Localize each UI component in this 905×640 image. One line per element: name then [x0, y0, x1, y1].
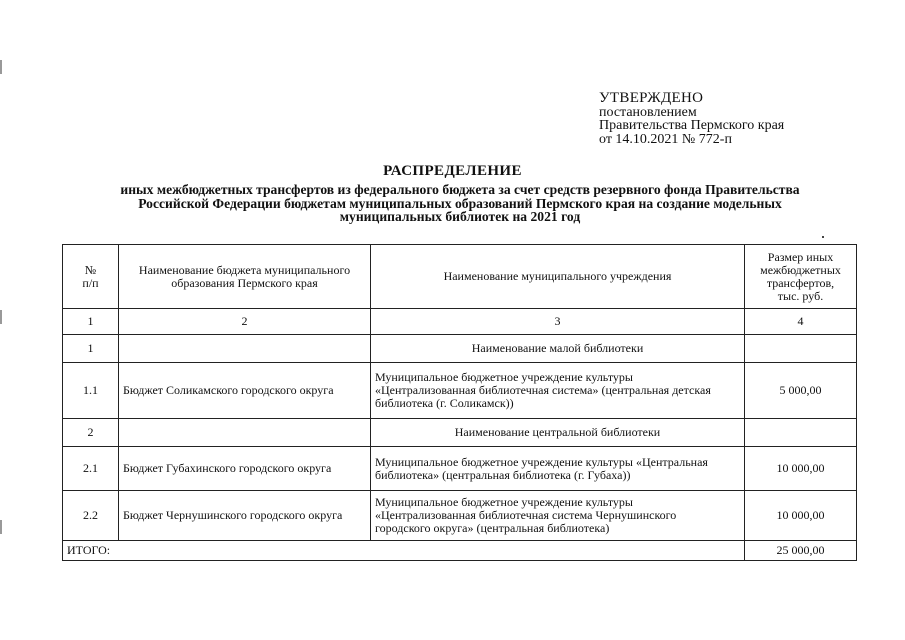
approval-title: УТВЕРЖДЕНО [599, 90, 704, 106]
section-label: Наименование центральной библиотеки [371, 419, 745, 447]
row-institution: Муниципальное бюджетное учреждение культуры «Централизованная библиотечная система» (центральная детская библиотека (г. Соликамск)) [371, 363, 745, 419]
section-row [63, 335, 857, 363]
row-num: 2.1 [63, 447, 119, 491]
header-institution: Наименование муниципального учреждения [371, 245, 745, 309]
section-row [63, 419, 857, 447]
approval-line: постановлением [599, 104, 697, 120]
scan-edge-mark [0, 60, 2, 74]
total-amount: 25 000,00 [745, 541, 857, 561]
document-subtitle [75, 183, 845, 224]
subtitle-line: муниципальных библиотек на 2021 год [339, 209, 581, 225]
scan-speck [822, 236, 824, 238]
total-row [63, 541, 857, 561]
table-row [63, 491, 857, 541]
section-label: Наименование малой библиотеки [371, 335, 745, 363]
row-amount: 10 000,00 [745, 447, 857, 491]
header-budget: Наименование бюджета муниципального образования Пермского края [119, 245, 371, 309]
empty-cell [745, 335, 857, 363]
document-title: РАСПРЕДЕЛЕНИЕ [383, 163, 522, 179]
subtitle-line: иных межбюджетных трансфертов из федерального бюджета за счет средств резервного фонда Правительства [120, 182, 800, 197]
total-label: ИТОГО: [63, 541, 745, 561]
row-institution: Муниципальное бюджетное учреждение культуры «Централизованная библиотечная система Чернушинского городского округа» (центральная библиотека) [371, 491, 745, 541]
header-amount: Размер иных межбюджетных трансфертов, тыс. руб. [745, 245, 857, 309]
index-cell: 4 [745, 309, 857, 335]
index-cell: 3 [371, 309, 745, 335]
index-cell: 1 [63, 309, 119, 335]
row-amount: 10 000,00 [745, 491, 857, 541]
table-row [63, 363, 857, 419]
row-budget: Бюджет Чернушинского городского округа [119, 491, 371, 541]
section-num: 1 [63, 335, 119, 363]
distribution-table [62, 244, 857, 561]
scan-edge-mark [0, 520, 2, 534]
approval-block [599, 92, 784, 146]
column-index-row [63, 309, 857, 335]
row-amount: 5 000,00 [745, 363, 857, 419]
header-num: № п/п [63, 245, 119, 309]
index-cell: 2 [119, 309, 371, 335]
empty-cell [119, 335, 371, 363]
header-row [63, 245, 857, 309]
scan-edge-mark [0, 310, 2, 324]
subtitle-line: Российской Федерации бюджетам муниципальных образований Пермского края на создание модельных [138, 195, 782, 211]
approval-date: от 14.10.2021 № 772-п [599, 131, 732, 147]
row-budget: Бюджет Соликамского городского округа [119, 363, 371, 419]
row-budget: Бюджет Губахинского городского округа [119, 447, 371, 491]
row-num: 2.2 [63, 491, 119, 541]
table-row [63, 447, 857, 491]
row-institution: Муниципальное бюджетное учреждение культуры «Центральная библиотека» (центральная библиотека (г. Губаха)) [371, 447, 745, 491]
empty-cell [745, 419, 857, 447]
approval-line: Правительства Пермского края [599, 118, 785, 133]
empty-cell [119, 419, 371, 447]
row-num: 1.1 [63, 363, 119, 419]
section-num: 2 [63, 419, 119, 447]
